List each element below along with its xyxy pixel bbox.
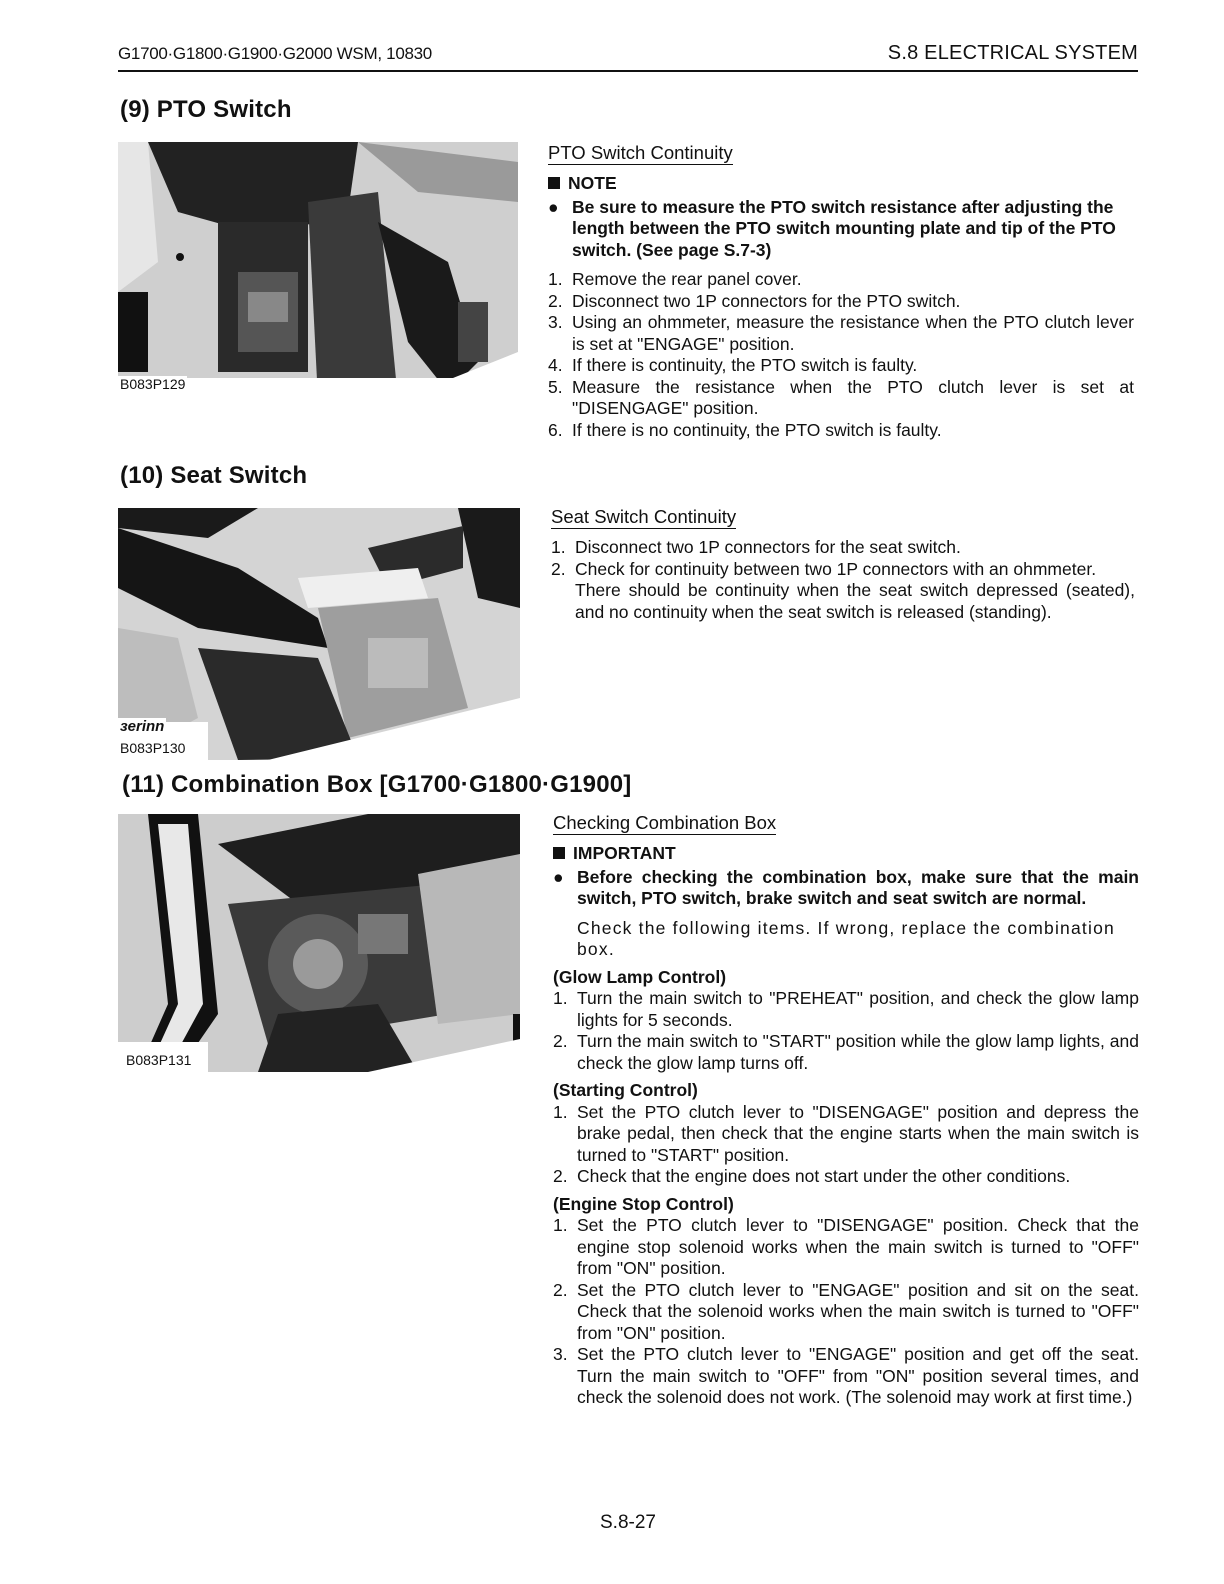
seat-text-block bbox=[551, 506, 1135, 623]
combo-intro: Check the following items. If wrong, replace the combination box. bbox=[577, 917, 1115, 959]
photo-caption-seat: B083P130 bbox=[120, 740, 186, 756]
note-bullet bbox=[548, 197, 1134, 262]
page-header bbox=[118, 40, 1138, 72]
page-number: S.8-27 bbox=[600, 1512, 656, 1533]
list-item: 1. Set the PTO clutch lever to "DISENGAGE" position. Check that the engine stop solenoid works when the main switch is turned to "OFF" from "ON" position. bbox=[553, 1215, 1139, 1278]
section-title-combination-box: (11) Combination Box [G1700·G1800·G1900] bbox=[122, 771, 632, 798]
list-item: 2. Turn the main switch to "START" position while the glow lamp lights, and check the glow lamp turns off. bbox=[553, 1031, 1139, 1073]
seat-steps bbox=[551, 537, 1135, 580]
list-item: 1. Turn the main switch to "PREHEAT" position, and check the glow lamp lights for 5 seconds. bbox=[553, 988, 1139, 1030]
glow-steps bbox=[553, 988, 1139, 1074]
list-item: 5. Measure the resistance when the PTO clutch lever is set at "DISENGAGE" position. bbox=[548, 376, 1134, 418]
stop-steps bbox=[553, 1215, 1139, 1409]
chapter-title: S.8 ELECTRICAL SYSTEM bbox=[887, 42, 1138, 64]
section-title-pto-switch: (9) PTO Switch bbox=[120, 96, 292, 123]
list-item: 3. Set the PTO clutch lever to "ENGAGE" position and get off the seat. Turn the main switch to "OFF" from "ON" position several times, and check the solenoid does not work. (The solenoid may work at first time.) bbox=[553, 1344, 1139, 1407]
manual-id: G1700·G1800·G1900·G2000 WSM, 10830 bbox=[118, 44, 432, 63]
list-item: 4. If there is continuity, the PTO switch is faulty. bbox=[548, 355, 918, 375]
subhead-pto-continuity: PTO Switch Continuity bbox=[548, 142, 733, 163]
list-item: 2. Check for continuity between two 1P connectors with an ohmmeter. bbox=[551, 558, 1097, 579]
photo-combination-box bbox=[118, 814, 520, 1072]
subhead-checking-combination-box: Checking Combination Box bbox=[553, 812, 777, 833]
pto-text-block bbox=[548, 142, 1134, 441]
important-text: Before checking the combination box, make sure that the main switch, PTO switch, brake switch and seat switch are normal. bbox=[577, 866, 1139, 908]
note-label: NOTE bbox=[548, 173, 1134, 195]
section-title-seat-switch: (10) Seat Switch bbox=[120, 462, 308, 489]
glow-lamp-heading: (Glow Lamp Control) bbox=[553, 966, 727, 987]
list-item: 1. Set the PTO clutch lever to "DISENGAGE" position and depress the brake pedal, then check that the engine starts when the main switch is turned to "START" position. bbox=[553, 1101, 1139, 1165]
list-item: 6. If there is no continuity, the PTO switch is faulty. bbox=[548, 419, 942, 440]
square-bullet-icon bbox=[553, 847, 565, 859]
list-item: 2. Disconnect two 1P connectors for the PTO switch. bbox=[548, 290, 961, 311]
seat-extra-text: There should be continuity when the seat switch depressed (seated), and no continuity when the seat switch is released (standing). bbox=[575, 580, 1135, 622]
photo-label-seat: ɜerinn bbox=[120, 718, 165, 735]
pto-steps bbox=[548, 269, 1134, 441]
important-label: IMPORTANT bbox=[553, 843, 1139, 865]
square-bullet-icon bbox=[548, 177, 560, 189]
subhead-seat-continuity: Seat Switch Continuity bbox=[551, 506, 737, 527]
list-item: 3. Using an ohmmeter, measure the resistance when the PTO clutch lever is set at "ENGAGE" position. bbox=[548, 312, 1134, 354]
photo-caption-combo: B083P131 bbox=[126, 1052, 192, 1068]
start-steps bbox=[553, 1102, 1139, 1188]
list-item: 2. Set the PTO clutch lever to "ENGAGE" position and sit on the seat. Check that the solenoid works when the main switch is turned to "OFF" from "ON" position. bbox=[553, 1279, 1139, 1343]
list-item: 2. Check that the engine does not start under the other conditions. bbox=[553, 1166, 1071, 1186]
note-text: Be sure to measure the PTO switch resistance after adjusting the length between the PTO switch mounting plate and tip of the PTO switch. (See page S.7-3) bbox=[572, 196, 1116, 260]
photo-pto-switch bbox=[118, 142, 518, 400]
starting-control-heading: (Starting Control) bbox=[553, 1080, 698, 1100]
engine-stop-heading: (Engine Stop Control) bbox=[553, 1193, 734, 1214]
important-bullet bbox=[553, 867, 1139, 910]
bullet-dot-icon: ● bbox=[553, 866, 564, 887]
photo-caption-pto: B083P129 bbox=[120, 376, 186, 392]
combo-text-block bbox=[553, 812, 1139, 1409]
list-item: 1. Remove the rear panel cover. bbox=[548, 269, 802, 289]
photo-seat-switch bbox=[118, 508, 520, 760]
list-item: 1. Disconnect two 1P connectors for the seat switch. bbox=[551, 537, 961, 557]
bullet-dot-icon: ● bbox=[548, 196, 559, 217]
